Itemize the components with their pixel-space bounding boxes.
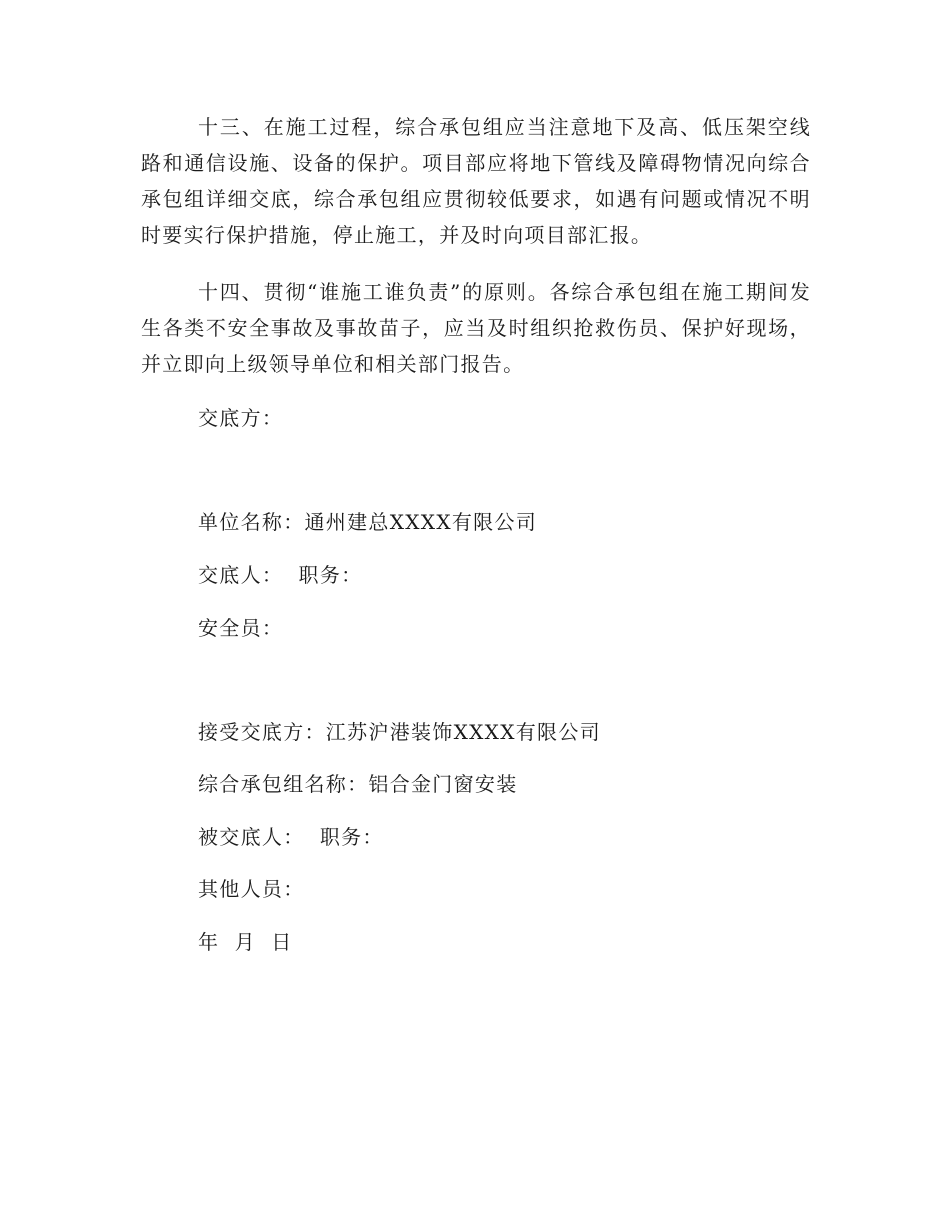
unit-name-line: 单位名称：通州建总XXXX有限公司 (198, 510, 538, 534)
receiving-party-line: 接受交底方：江苏沪港装饰XXXX有限公司 (198, 720, 601, 744)
paragraph-13: 十三、在施工过程，综合承包组应当注意地下及高、低压架空线路和通信设施、设备的保护。项目部应将地下管线及障碍物情况向综合承包组详细交底，综合承包组应贯彻较低要求，如遇有问题或情况不明时要实行保护措施，停止施工，并及时向项目部汇报。 (141, 115, 811, 247)
date-line: 年 月 日 (198, 930, 293, 954)
recipient-line: 被交底人： 职务： (198, 825, 384, 849)
safety-officer-line: 安全员： (198, 616, 284, 640)
paragraph-14: 十四、贯彻“谁施工谁负责”的原则。各综合承包组在施工期间发生各类不安全事故及事故苗子，应当及时组织抢救伤员、保护好现场，并立即向上级领导单位和相关部门报告。 (141, 280, 811, 376)
discloser-line: 交底人： 职务： (198, 563, 363, 587)
group-name-line: 综合承包组名称：铝合金门窗安装 (198, 772, 518, 796)
other-personnel-line: 其他人员： (198, 877, 305, 901)
disclosing-party-label: 交底方： (198, 406, 284, 430)
